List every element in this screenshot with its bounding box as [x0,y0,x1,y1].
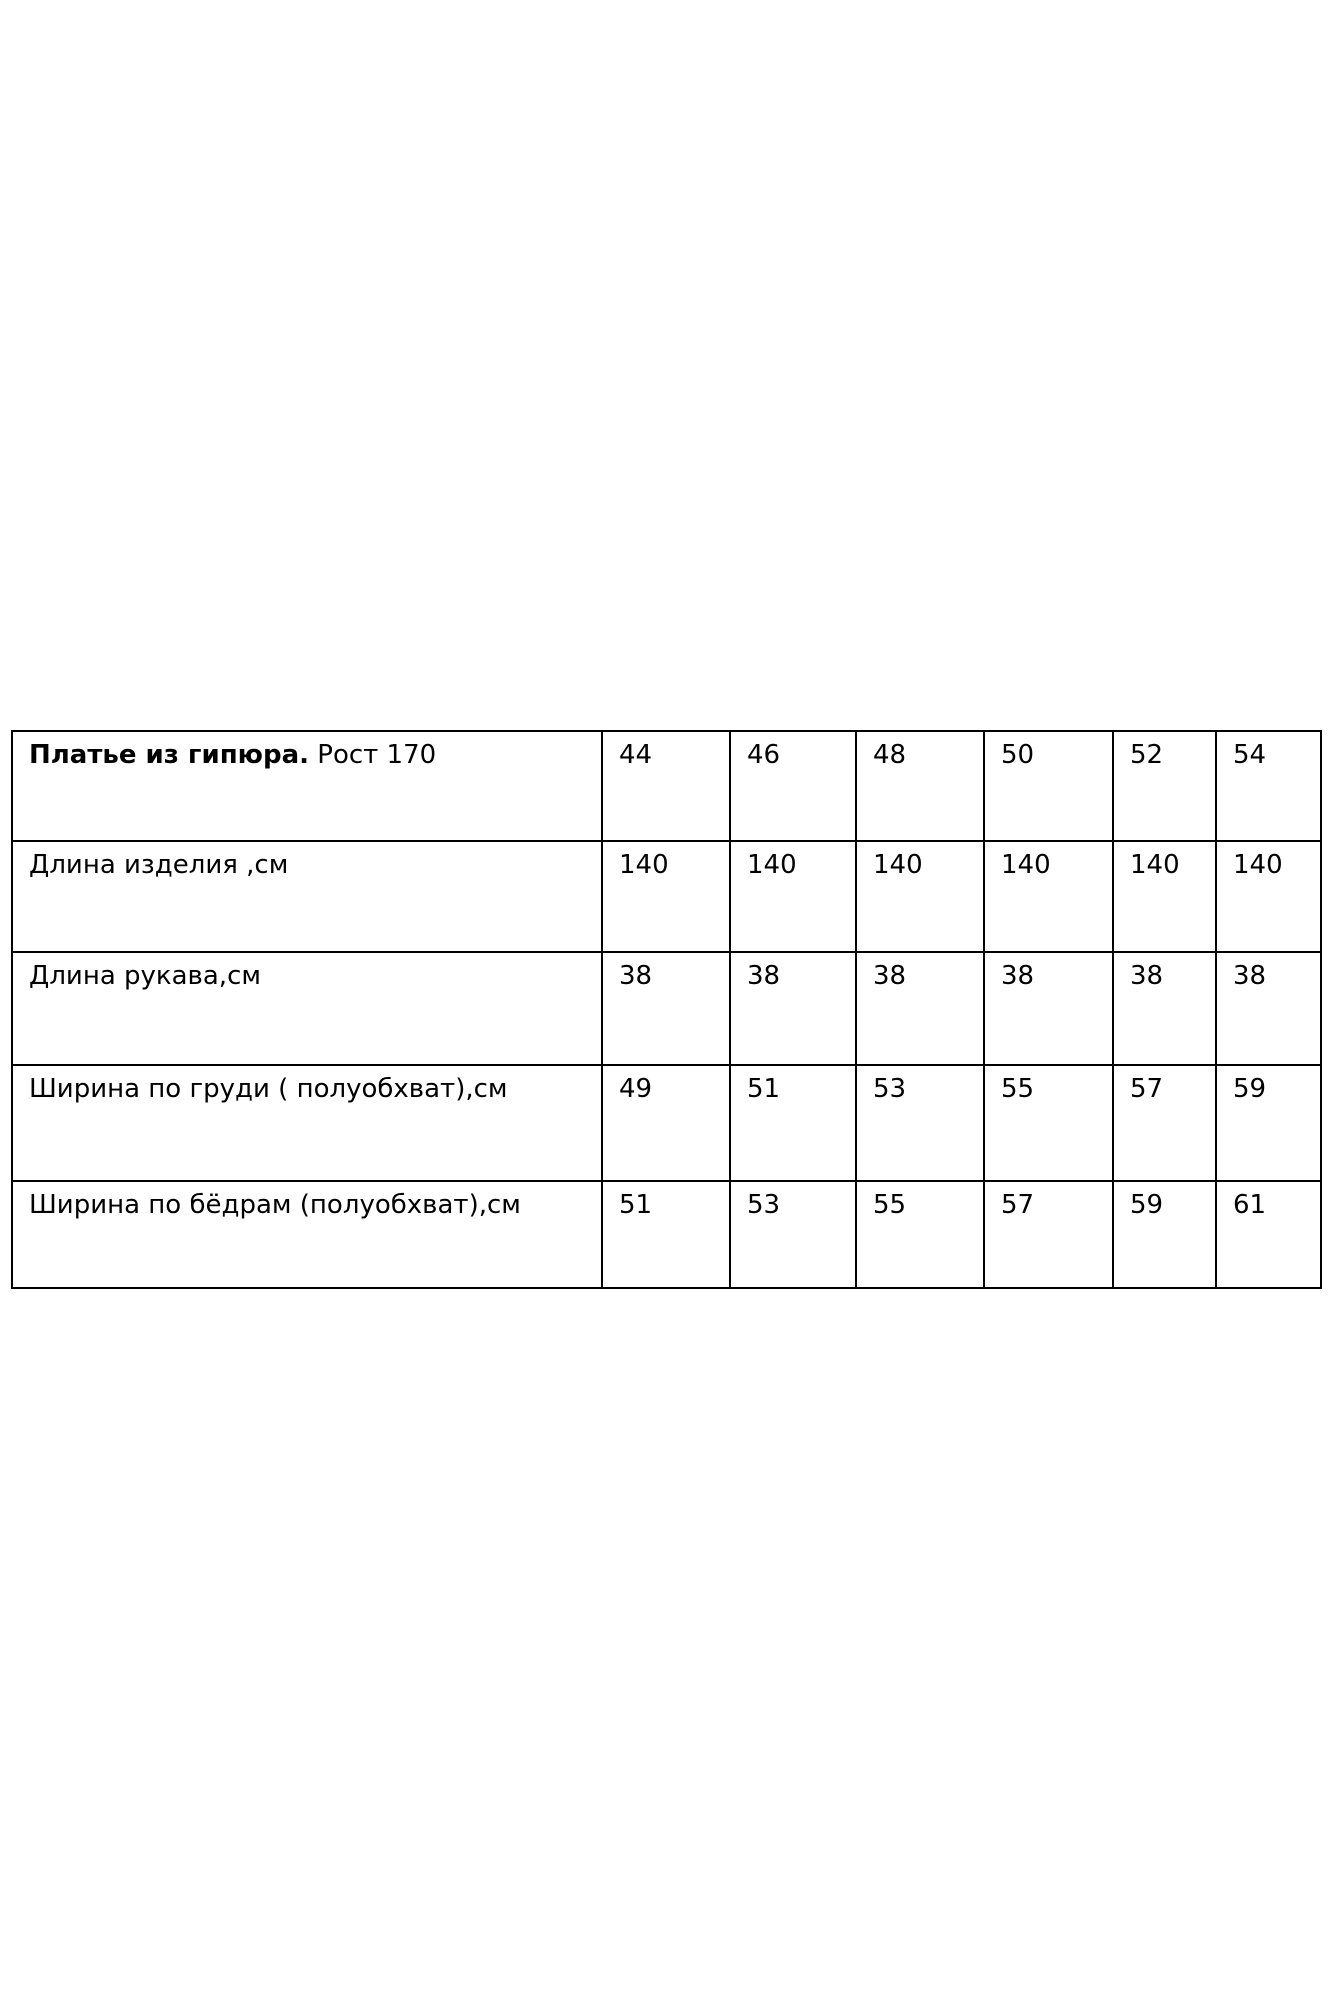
row-label: Ширина по груди ( полуобхват),см [12,1065,602,1181]
table-cell: 140 [730,841,856,952]
size-header-cell: 44 [602,731,730,841]
table-cell: 38 [602,952,730,1065]
table-cell: 53 [730,1181,856,1288]
table-cell: 59 [1113,1181,1216,1288]
table-cell: 140 [856,841,984,952]
table-row [12,1065,1321,1181]
product-title-cell [12,731,602,841]
table-cell: 55 [856,1181,984,1288]
height-label: Рост 170 [309,740,437,770]
table-row [12,1181,1321,1288]
table-cell: 61 [1216,1181,1321,1288]
table-row [12,841,1321,952]
table-cell: 38 [1216,952,1321,1065]
product-title: Платье из гипюра. [29,740,309,770]
size-chart-table [11,730,1322,1289]
table-cell: 140 [1113,841,1216,952]
table-cell: 140 [1216,841,1321,952]
size-header-cell: 52 [1113,731,1216,841]
table-cell: 51 [602,1181,730,1288]
row-label: Длина рукава,см [12,952,602,1065]
table-cell: 140 [984,841,1113,952]
table-row [12,952,1321,1065]
table-header-row [12,731,1321,841]
table-cell: 51 [730,1065,856,1181]
table-cell: 49 [602,1065,730,1181]
table-cell: 140 [602,841,730,952]
size-header-cell: 50 [984,731,1113,841]
table-cell: 38 [1113,952,1216,1065]
size-header-cell: 48 [856,731,984,841]
row-label: Ширина по бёдрам (полуобхват),см [12,1181,602,1288]
table-cell: 55 [984,1065,1113,1181]
size-header-cell: 46 [730,731,856,841]
size-header-cell: 54 [1216,731,1321,841]
table-cell: 38 [730,952,856,1065]
table-cell: 53 [856,1065,984,1181]
table-cell: 57 [1113,1065,1216,1181]
table-cell: 38 [984,952,1113,1065]
table-cell: 38 [856,952,984,1065]
table-cell: 57 [984,1181,1113,1288]
row-label: Длина изделия ,см [12,841,602,952]
table-cell: 59 [1216,1065,1321,1181]
